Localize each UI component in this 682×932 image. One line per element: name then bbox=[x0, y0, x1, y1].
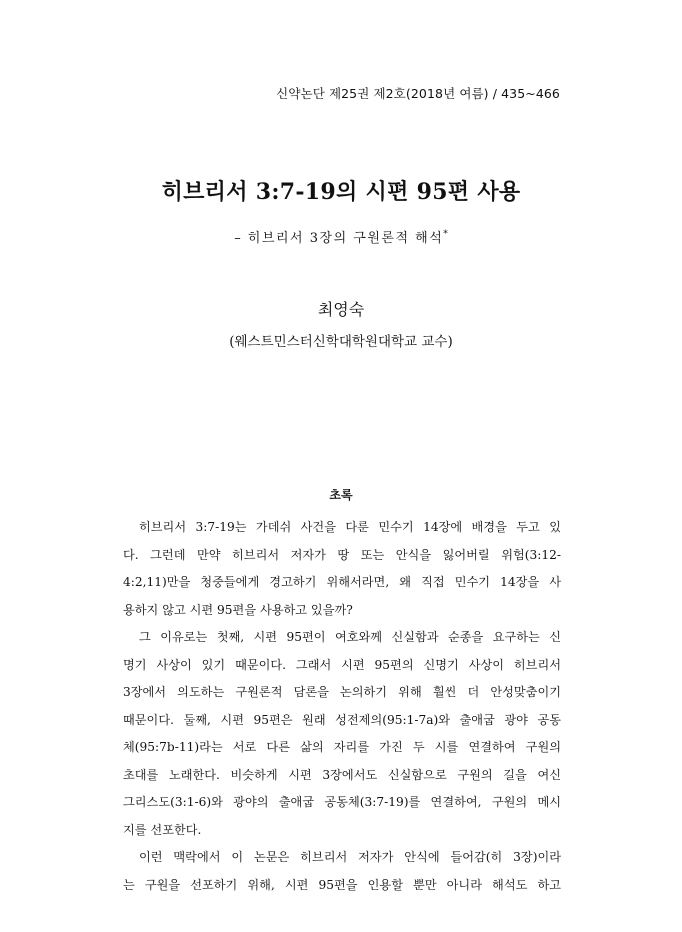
running-head: 신약논단 제25권 제2호(2018년 여름) / 435~466 bbox=[276, 86, 560, 101]
abstract-heading: 초록 bbox=[329, 488, 353, 502]
abstract-line: 초대를 노래한다. 비슷하게 시편 3장에서도 신실함으로 구원의 길을 여신 bbox=[123, 767, 561, 782]
abstract-line: 이런 맥락에서 이 논문은 히브리서 저자가 안식에 들어감(히 3장)이라 bbox=[139, 850, 561, 864]
abstract-line: 그 이유로는 첫째, 시편 95편이 여호와께 신실함과 순종을 요구하는 신 bbox=[139, 630, 561, 644]
abstract-line: 4:2,11)만을 청중들에게 경고하기 위해서라면, 왜 직접 민수기 14장을 사 bbox=[123, 575, 561, 589]
abstract-line: 때문이다. 둘째, 시편 95편은 원래 성전제의(95:1-7a)와 출애굽 광야 공동 bbox=[123, 712, 561, 727]
abstract-line: 명기 사상이 있기 때문이다. 그래서 시편 95편의 신명기 사상이 히브리서 bbox=[123, 657, 561, 672]
abstract-line: 는 구원을 선포하기 위해, 시편 95편을 인용할 뿐만 아니라 해석도 하고 bbox=[123, 877, 561, 892]
abstract-line: 다. 그런데 만약 히브리서 저자가 땅 또는 안식을 잃어버릴 위험(3:12- bbox=[123, 547, 561, 562]
abstract-line: 체(95:7b-11)라는 서로 다른 삶의 자리를 가진 두 시를 연결하여 구원의 bbox=[123, 740, 561, 754]
abstract-line: 용하지 않고 시편 95편을 사용하고 있을까? bbox=[123, 602, 353, 617]
abstract-line: 그리스도(3:1-6)와 광야의 출애굽 공동체(3:7-19)를 연결하여, 구원의 메시 bbox=[123, 795, 561, 809]
footnote-mark: * bbox=[443, 229, 448, 240]
abstract-line: 히브리서 3:7-19는 가데쉬 사건을 다룬 민수기 14장에 배경을 두고 있 bbox=[139, 520, 561, 534]
article-title: 히브리서 3:7-19의 시편 95편 사용 bbox=[161, 179, 521, 205]
author-affiliation: (웨스트민스터신학대학원대학교 교수) bbox=[229, 334, 453, 350]
author-name: 최영숙 bbox=[317, 300, 365, 319]
subtitle-text: – 히브리서 3장의 구원론적 해석 bbox=[234, 231, 444, 246]
abstract-line: 3장에서 의도하는 구원론적 담론을 논의하기 위해 훨씬 더 안성맞춤이기 bbox=[123, 685, 561, 699]
article-subtitle bbox=[0, 227, 682, 246]
abstract-body bbox=[123, 514, 561, 899]
abstract-line: 지를 선포한다. bbox=[123, 822, 202, 837]
